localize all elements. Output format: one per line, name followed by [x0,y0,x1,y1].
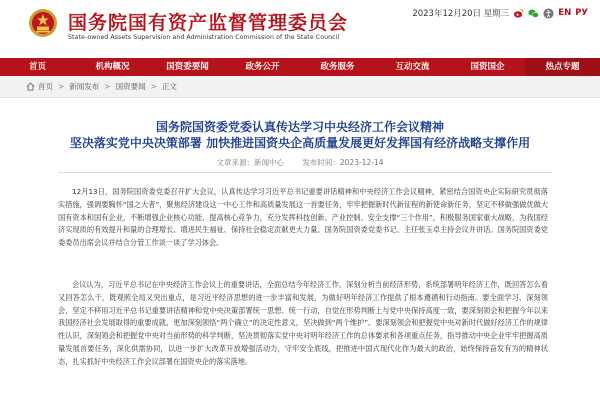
site-header [0,0,600,58]
breadcrumb-separator: > [150,82,157,91]
nav-item-about[interactable]: 机构概况 [95,62,130,72]
wechat-icon[interactable] [528,8,539,19]
article-paragraph: 12月13日，国务院国资委党委召开扩大会议，认真传达学习习近平总书记重要讲话精神和中央经济工作会议精神，紧密结合国资央企实际研究贯彻落实措施，强调要胸怀“国之大者”，聚焦经济建设这一中心工作和高质量发展这一首要任务，牢牢把握新时代新征程的新使命新任务，坚定不移做强做优做大国有资本和国有企业，不断增强企业核心功能、提高核心竞争力，充分发挥科技创新、产业控制、安全支撑“三个作用”，积极服务国家重大战略，为我国经济实现质的有效提升和量的合理增长、增进民生福祉、保持社会稳定贡献更大力量。国务院国资委党委书记、主任张玉卓主持会议并讲话。国务院国资委党委委员出席会议并结合分管工作谈一谈了学习体会。 [58,187,548,248]
lang-en-link[interactable]: EN [558,8,572,18]
article-date: 发布时间：2023-12-14 [302,158,384,167]
home-icon [26,82,35,91]
nav-item-topics[interactable]: 热点专题 [525,58,600,76]
site-name[interactable]: 国务院国有资产监督管理委员会 [68,12,349,34]
nav-item-news[interactable]: 国资委要闻 [166,62,209,72]
breadcrumb-news-release[interactable]: 新闻发布 [69,82,100,91]
article-divider [58,172,552,173]
accessibility-icon[interactable] [543,8,554,19]
nav-item-interaction[interactable]: 互动交流 [395,62,430,72]
site-name-english: State-owned Assets Supervision and Administration Commission of the State Council [68,34,340,41]
national-emblem-icon[interactable] [28,8,58,38]
breadcrumb [0,76,600,98]
breadcrumb-home[interactable]: 首页 [38,82,53,91]
lang-ru-link[interactable]: РУ [575,8,588,18]
main-nav [0,58,600,76]
article-source: 文章来源：新闻中心 [216,158,284,167]
article-paragraph: 会议认为，习近平总书记在中央经济工作会议上的重要讲话，全面总结今年经济工作，深刻分析当前经济形势，系统部署明年经济工作，既回答怎么看又回答怎么干，既观照全局又突出重点，是习近平经济思想的进一步丰富和发展，为做好明年经济工作提供了根本遵循和行动指南。要全面学习、深刻领会，坚定不移用习近平总书记重要讲话精神和党中央决策部署统一思想、统一行动，自觉在形势判断上与党中央保持高度一致，要深刻领会和把握今年以来我国经济社会发展取得的重要成就，更加深刻领悟“两个确立”的决定性意义，坚决做到“两个维护”。要深刻领会和把握党中央对新时代做好经济工作的规律性认识，深刻领会和把握党中央对当前形势的科学判断，坚决贯彻落实党中央对明年经济工作的总体要求和各项重点任务，指导推动中央企业牢牢把握高质量发展首要任务，深化供需协同，以进一步扩大改革开放增强活动力，守牢安全底线，把推进中国式现代化作为最大的政治，始终保持奋发有为的精神状态，扎实抓好中央经济工作会议部署在国资央企的落实落地。 [58,280,548,366]
nav-item-soe[interactable]: 国资国企 [470,62,505,72]
weibo-icon[interactable] [513,8,524,19]
nav-item-public-affairs[interactable]: 政务公开 [245,62,280,72]
article-title-line2: 坚决落实党中央决策部署 加快推进国资央企高质量发展更好发挥国有经济战略支撑作用 [69,136,531,150]
breadcrumb-separator: > [104,82,111,91]
breadcrumb-separator: > [58,82,65,91]
nav-item-services[interactable]: 政务服务 [320,62,355,72]
breadcrumb-sasac-news[interactable]: 国资要闻 [115,82,146,91]
current-date: 2023年12月20日 星期三 [412,9,510,19]
breadcrumb-current: 正文 [161,82,177,91]
article-title-line1: 国务院国资委党委认真传达学习中央经济工作会议精神 [155,120,444,134]
nav-item-home[interactable]: 首页 [28,62,46,72]
article-meta [0,157,600,168]
header-tools [412,7,588,19]
